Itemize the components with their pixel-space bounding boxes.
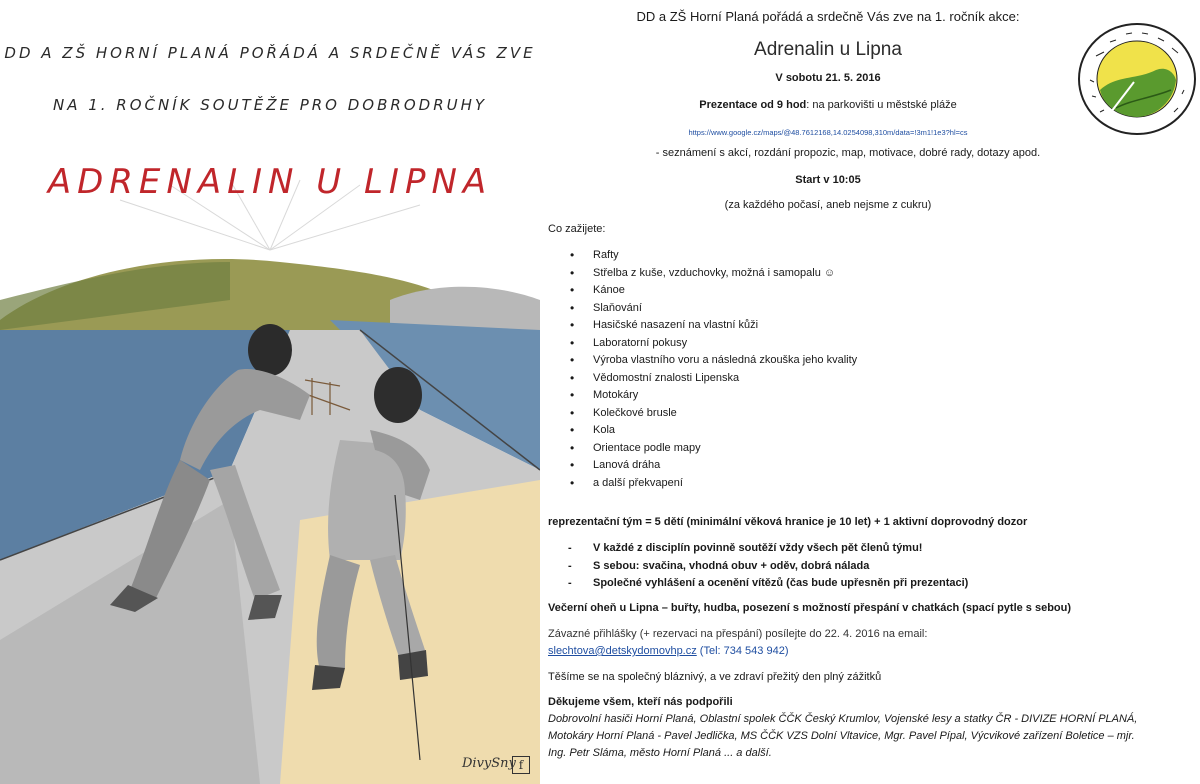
list-item: • Výroba vlastního voru a následná zkouška jeho kvality	[568, 352, 857, 370]
list-item: - V každé z disciplín povinně soutěží vždy všech pět členů týmu!	[568, 540, 968, 558]
facebook-icon: f	[512, 756, 530, 774]
evening-fire: Večerní oheň u Lipna – buřty, hudba, posezení s možností přespání v chatkách (spací pytle s sebou)	[548, 602, 1072, 614]
registration-info	[548, 97, 1108, 114]
sponsors-list: Dobrovolní hasiči Horní Planá, Oblastní spolek ČČK Český Krumlov, Vojenské lesy a statky ČR - DIVIZE HORNÍ PLANÁ, Motokáry Horní Planá - Pavel Jedlička, MS ČČK VZS Dolní Vltavice, Mgr. Pavel Pípal, Výcvikové zařízení Boletice – mjr. Ing. Petr Sláma, město Horní Planá ... a další.	[548, 713, 1138, 759]
event-title: Adrenalin u Lipna	[754, 39, 902, 60]
registration-place: : na parkovišti u městské pláže	[806, 99, 957, 111]
school-logo	[1076, 20, 1198, 138]
poster-handwritten-line-1: DD A ZŠ HORNÍ PLANÁ POŘÁDÁ A SRDEČNĚ VÁS ZVE	[4, 44, 536, 62]
poster-title: ADRENALIN U LIPNA	[47, 162, 493, 202]
email-link[interactable]: slechtova@detskydomovhp.cz	[548, 645, 697, 657]
list-item: • Střelba z kuše, vzduchovky, možná i samopalu ☺	[568, 265, 857, 283]
contact-line	[548, 643, 1198, 660]
list-item: • Vědomostní znalosti Lipenska	[568, 370, 857, 388]
list-item: • Laboratorní pokusy	[568, 335, 857, 353]
signup-info: Závazné přihlášky (+ rezervaci na přespání) posílejte do 22. 4. 2016 na email:	[548, 628, 928, 640]
list-item: - S sebou: svačina, vhodná obuv + oděv, dobrá nálada	[568, 558, 968, 576]
activities-list	[568, 247, 857, 492]
list-item: • Motokáry	[568, 387, 857, 405]
closing-line: Těšíme se na společný bláznivý, a ve zdraví přežitý den plný zážitků	[548, 671, 882, 683]
list-item: • Kola	[568, 422, 857, 440]
poster-illustration	[0, 0, 540, 784]
poster-drawing	[0, 0, 540, 784]
map-link[interactable]: https://www.google.cz/maps/@48.7612168,14.0254098,310m/data=!3m1!1e3?hl=cs	[688, 128, 968, 137]
list-item: - Společné vyhlášení a ocenění vítězů (čas bude upřesněn při prezentaci)	[568, 575, 968, 593]
team-composition: reprezentační tým = 5 dětí (minimální věková hranice je 10 let) + 1 aktivní doprovodný dozor	[548, 516, 1028, 528]
list-item: • a další překvapení	[568, 475, 857, 493]
invite-line: DD a ZŠ Horní Planá pořádá a srdečně Vás zve na 1. ročník akce:	[636, 9, 1020, 24]
registration-time: Prezentace od 9 hod	[699, 99, 807, 111]
list-item: • Slaňování	[568, 300, 857, 318]
list-item: • Lanová dráha	[568, 457, 857, 475]
artist-signature: DivySny	[462, 756, 516, 771]
list-item: • Hasičské nasazení na vlastní kůži	[568, 317, 857, 335]
list-item: • Rafty	[568, 247, 857, 265]
intro-text: - seznámení s akcí, rozdání propozic, map, motivace, dobré rady, dotazy apod.	[655, 147, 1041, 159]
list-item: • Orientace podle mapy	[568, 440, 857, 458]
rules-list	[568, 540, 968, 593]
phone-number: (Tel: 734 543 942)	[696, 645, 789, 657]
start-time: Start v 10:05	[795, 174, 861, 186]
list-item: • Kolečkové brusle	[568, 405, 857, 423]
event-date: V sobotu 21. 5. 2016	[775, 72, 881, 84]
activities-heading: Co zažijete:	[548, 223, 606, 235]
thanks-heading: Děkujeme všem, kteří nás podpořili	[548, 696, 733, 708]
poster-handwritten-line-2: NA 1. ROČNÍK SOUTĚŽE PRO DOBRODRUHY	[52, 96, 488, 114]
weather-note: (za každého počasí, aneb nejsme z cukru)	[724, 199, 932, 211]
list-item: • Kánoe	[568, 282, 857, 300]
